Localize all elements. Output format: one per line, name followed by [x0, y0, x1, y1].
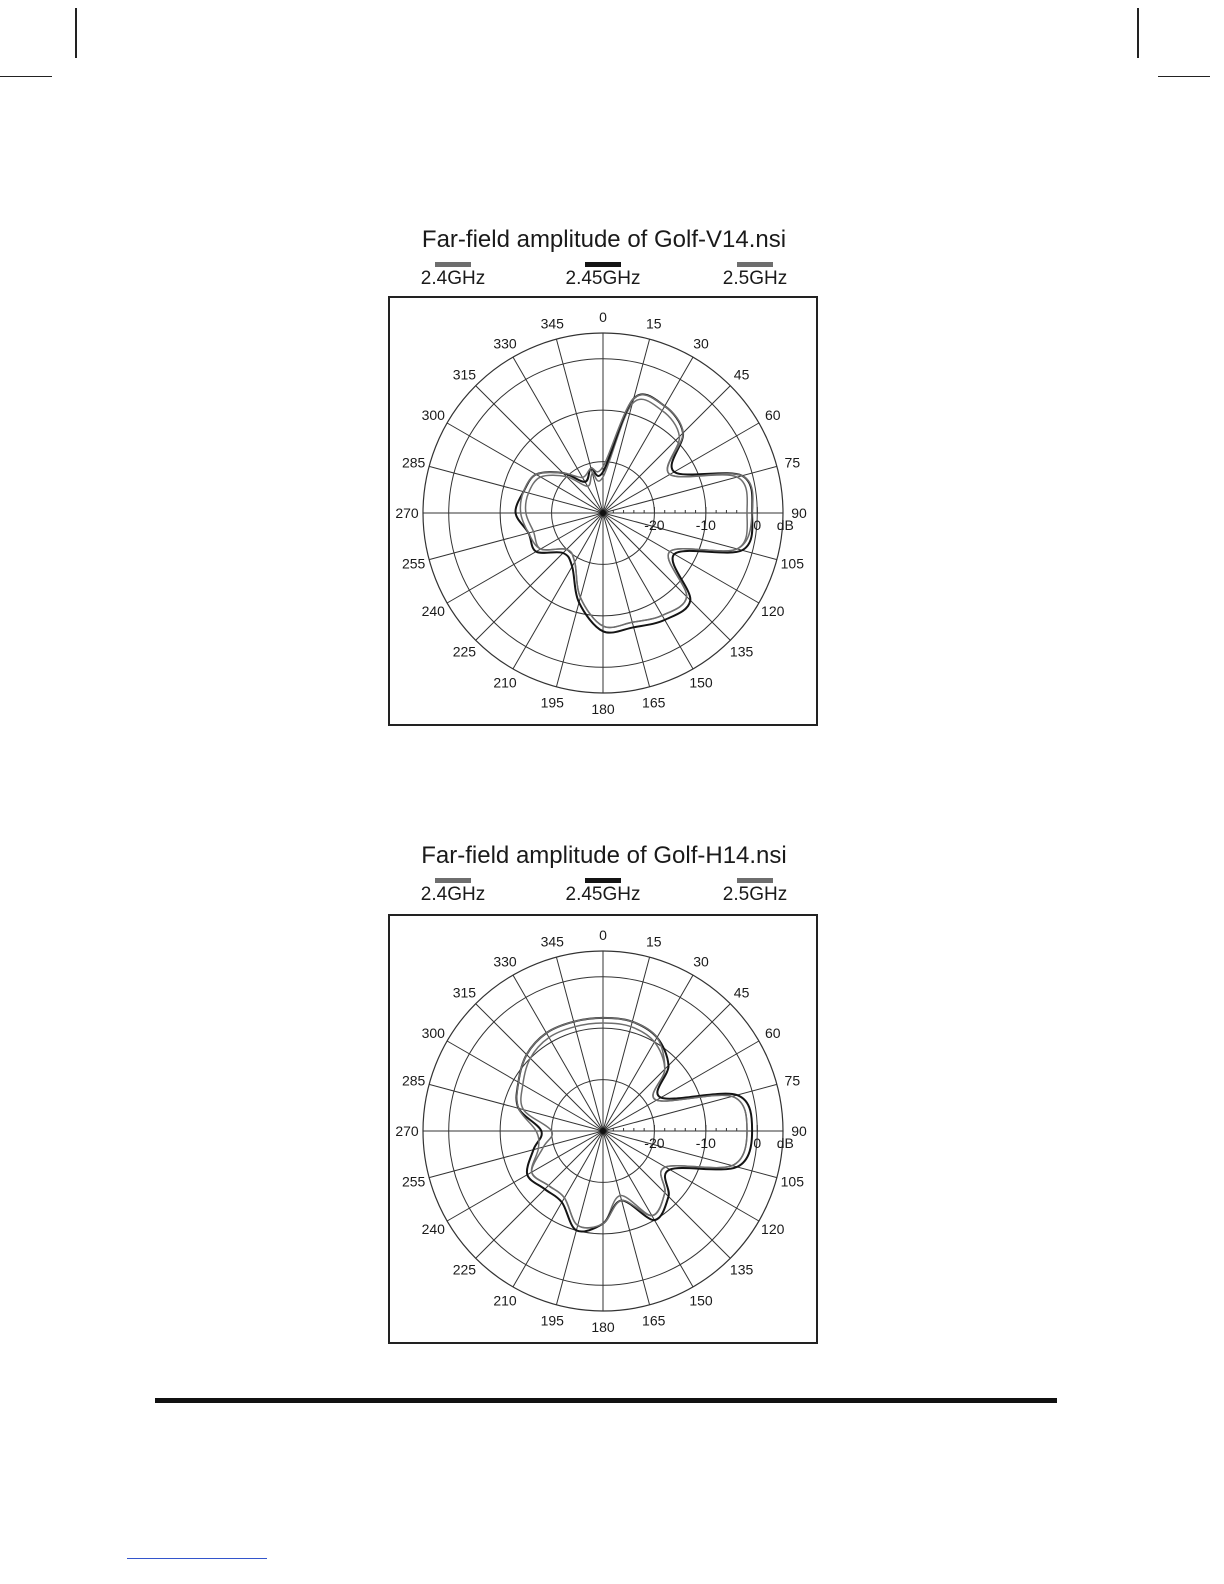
angle-tick-label: 195 [540, 694, 564, 711]
series-line [516, 394, 753, 632]
grid-spoke [556, 1131, 603, 1305]
angle-tick-label: 225 [452, 643, 477, 660]
angle-tick-label: 240 [421, 603, 445, 619]
grid-spoke [603, 1131, 762, 1221]
angle-tick-label: 15 [645, 315, 662, 332]
angle-tick-label: 315 [452, 984, 477, 1001]
crop-mark [1137, 8, 1139, 58]
grid-spoke [556, 513, 603, 687]
legend-item-2-5ghz [690, 878, 820, 906]
angle-tick-label: 255 [401, 1173, 426, 1190]
series-line [521, 1023, 747, 1228]
grid-spoke [513, 357, 603, 513]
angle-tick-label: 90 [791, 505, 807, 521]
legend-swatch [737, 878, 773, 883]
angle-tick-label: 300 [421, 407, 445, 423]
grid-spoke [603, 513, 650, 687]
angle-tick-label: 345 [540, 315, 564, 332]
grid-spoke [513, 1131, 603, 1287]
angle-tick-label: 105 [780, 555, 805, 572]
legend-label: 2.5GHz [722, 884, 788, 905]
angle-tick-label: 30 [693, 953, 709, 970]
grid-spoke [429, 1131, 603, 1178]
grid-spoke [513, 513, 603, 669]
grid-spoke [603, 957, 650, 1131]
angle-tick-label: 270 [395, 1123, 419, 1139]
angle-tick-label: 150 [689, 674, 713, 691]
polar-plot [390, 916, 816, 1342]
grid-spoke [603, 1004, 730, 1131]
grid-spoke [603, 1131, 777, 1178]
angle-tick-label: 240 [421, 1221, 445, 1237]
grid-spoke [476, 1004, 603, 1131]
grid-spoke [447, 1131, 603, 1221]
angle-tick-label: 150 [689, 1292, 713, 1309]
angle-tick-label: 60 [764, 1025, 781, 1041]
angle-tick-label: 30 [693, 335, 709, 352]
legend-item-2-5ghz [690, 262, 820, 290]
polar-plot-frame [388, 296, 818, 726]
angle-tick-label: 165 [642, 1312, 666, 1329]
angle-tick-label: 165 [642, 694, 666, 711]
angle-tick-label: 300 [421, 1025, 445, 1041]
grid-spoke [603, 339, 650, 513]
angle-tick-label: 45 [733, 366, 750, 383]
angle-tick-label: 330 [493, 953, 517, 970]
angle-tick-label: 60 [764, 407, 781, 423]
chart-h14 [388, 842, 820, 1346]
angle-tick-label: 195 [540, 1312, 564, 1329]
legend-label: 2.45GHz [565, 884, 641, 905]
grid-spoke [603, 1084, 777, 1131]
chart-title: Far-field amplitude of Golf-V14.nsi [421, 226, 787, 253]
angle-tick-label: 0 [599, 927, 607, 943]
grid-spoke [603, 513, 762, 603]
legend-item-2-4ghz [388, 262, 518, 290]
angle-tick-label: 180 [591, 1319, 615, 1335]
footer-rule [155, 1398, 1057, 1403]
angle-tick-label: 0 [599, 309, 607, 325]
footer-link-underline [127, 1558, 267, 1559]
legend-swatch [737, 262, 773, 267]
angle-tick-label: 330 [493, 335, 517, 352]
grid-spoke [556, 339, 603, 513]
grid-spoke [556, 957, 603, 1131]
grid-spoke [603, 975, 693, 1131]
grid-spoke [603, 423, 759, 513]
polar-plot-frame [388, 914, 818, 1344]
plot-center [600, 1128, 606, 1134]
angle-tick-label: 225 [452, 1261, 477, 1278]
legend-label: 2.4GHz [420, 268, 486, 289]
grid-spoke [476, 1131, 603, 1258]
grid-spoke [603, 386, 730, 513]
crop-mark [0, 76, 52, 77]
radial-tick-label: dB [776, 517, 794, 533]
legend-swatch [585, 878, 621, 883]
angle-tick-label: 270 [395, 505, 419, 521]
angle-tick-label: 135 [729, 1261, 754, 1278]
legend-swatch [585, 262, 621, 267]
legend-item-2-45ghz [538, 878, 668, 906]
grid-spoke [476, 386, 603, 513]
angle-tick-label: 75 [784, 1072, 801, 1089]
angle-tick-label: 15 [645, 933, 662, 950]
crop-mark [1158, 76, 1210, 77]
plot-center [600, 510, 606, 516]
angle-tick-label: 75 [784, 454, 801, 471]
angle-tick-label: 90 [791, 1123, 807, 1139]
radial-tick-label: -20 [644, 517, 665, 533]
radial-tick-label: 0 [753, 517, 762, 533]
angle-tick-label: 105 [780, 1173, 805, 1190]
angle-tick-label: 285 [401, 1072, 426, 1089]
grid-spoke [447, 423, 603, 513]
angle-tick-label: 45 [733, 984, 750, 1001]
angle-tick-label: 120 [761, 1221, 785, 1237]
radial-tick-label: 0 [753, 1135, 762, 1151]
radial-tick-label: -10 [695, 517, 716, 533]
grid-spoke [429, 513, 603, 560]
angle-tick-label: 285 [401, 454, 426, 471]
legend-label: 2.45GHz [565, 268, 641, 289]
angle-tick-label: 345 [540, 933, 564, 950]
angle-tick-label: 210 [493, 1292, 517, 1309]
legend-swatch [435, 262, 471, 267]
angle-tick-label: 180 [591, 701, 615, 717]
legend-item-2-45ghz [538, 262, 668, 290]
angle-tick-label: 120 [761, 603, 785, 619]
grid-spoke [603, 1131, 650, 1305]
chart-v14 [388, 226, 820, 728]
angle-tick-label: 210 [493, 674, 517, 691]
grid-spoke [603, 513, 693, 669]
polar-plot [390, 298, 816, 724]
radial-tick-label: -10 [695, 1135, 716, 1151]
angle-tick-label: 315 [452, 366, 477, 383]
grid-spoke [603, 1131, 693, 1287]
legend-swatch [435, 878, 471, 883]
radial-tick-label: dB [776, 1135, 794, 1151]
crop-mark [75, 8, 77, 58]
chart-title: Far-field amplitude of Golf-H14.nsi [421, 842, 787, 869]
legend-item-2-4ghz [388, 878, 518, 906]
grid-spoke [603, 1041, 759, 1131]
angle-tick-label: 255 [401, 555, 426, 572]
angle-tick-label: 135 [729, 643, 754, 660]
legend-label: 2.4GHz [420, 884, 486, 905]
legend-label: 2.5GHz [722, 268, 788, 289]
radial-tick-label: -20 [644, 1135, 665, 1151]
grid-spoke [476, 513, 603, 640]
